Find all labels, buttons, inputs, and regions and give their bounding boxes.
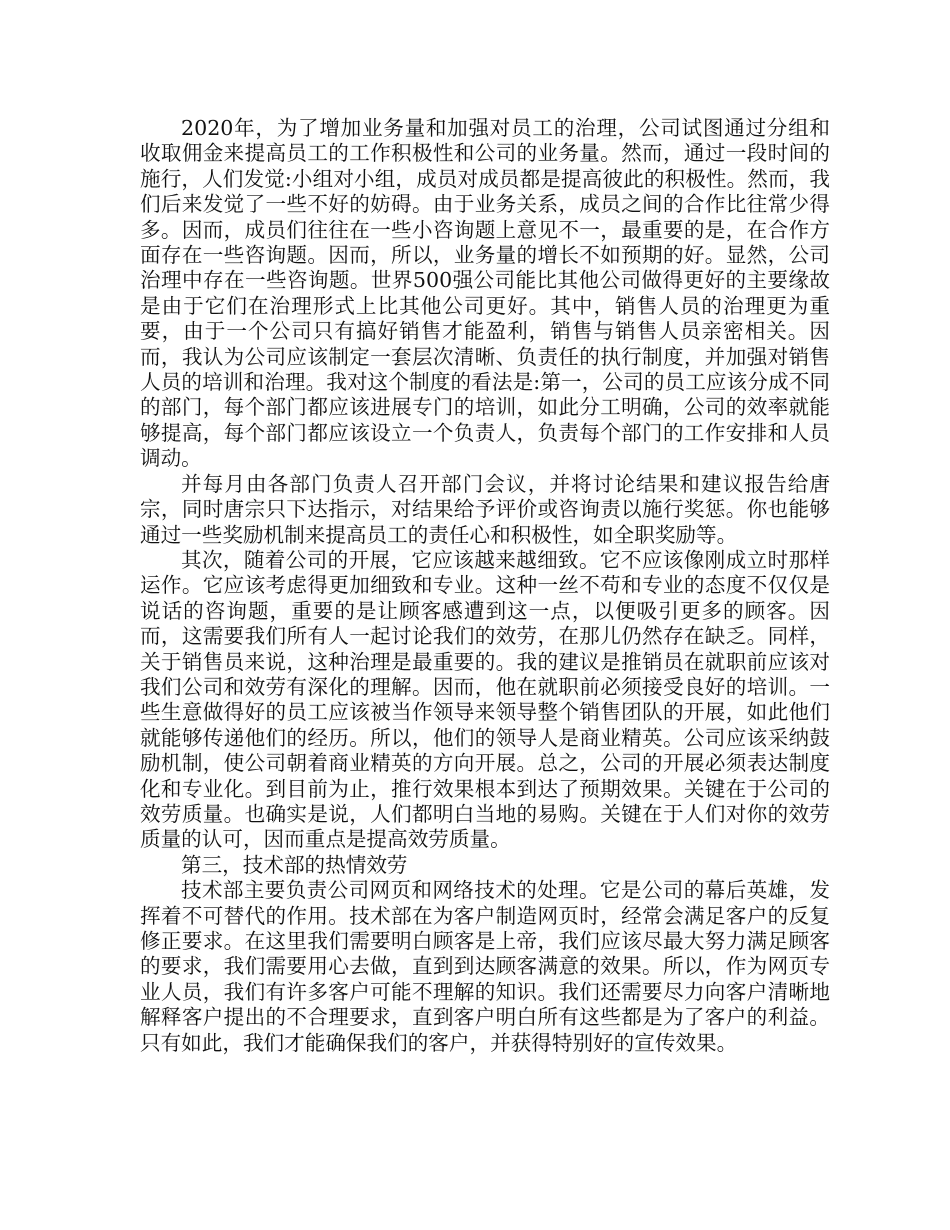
section-heading-tech-department: 第三，技术部的热情效劳 bbox=[181, 852, 408, 877]
paragraph-business-volume: 2020年，为了增加业务量和加强对员工的治理，公司试图通过分组和收取佣金来提高员工的工作积极性和公司的业务量。然而，通过一段时间的施行，人们发觉:小组对小组，成员对成员都是提高彼此的积极性。然而，我们后来发觉了一些不好的妨碍。由于业务关系，成员之间的合作比往常少得多。因而，成员们往往在一些小咨询题上意见不一，最重要的是，在合作方面存在一些咨询题。因而，所以，业务量的增长不如预期的好。显然，公司治理中存在一些咨询题。世界500强公司能比其他公司做得更好的主要缘故是由于它们在治理形式上比其他公司更好。其中，销售人员的治理更为重要，由于一个公司只有搞好销售才能盈利，销售与销售人员亲密相关。因而，我认为公司应该制定一套层次清晰、负责任的执行制度，并加强对销售人员的培训和治理。我对这个制度的看法是:第一，公司的员工应该分成不同的部门，每个部门都应该进展专门的培训，如此分工明确，公司的效率就能够提高，每个部门都应该设立一个负责人，负责每个部门的工作安排和人员调动。 bbox=[140, 116, 830, 471]
paragraph-tech-department: 技术部主要负责公司网页和网络技术的处理。它是公司的幕后英雄，发挥着不可替代的作用。技术部在为客户制造网页时，经常会满足客户的反复修正要求。在这里我们需要明白顾客是上帝，我们应该尽最大努力满足顾客的要求，我们需要用心去做，直到到达顾客满意的效果。所以，作为网页专业人员，我们有许多客户可能不理解的知识。我们还需要尽力向客户清晰地解释客户提出的不合理要求，直到客户明白所有这些都是为了客户的利益。只有如此，我们才能确保我们的客户，并获得特别好的宣传效果。 bbox=[140, 878, 830, 1055]
document-body bbox=[140, 116, 830, 1056]
paragraph-company-development: 其次，随着公司的开展，它应该越来越细致。它不应该像刚成立时那样运作。它应该考虑得更加细致和专业。这种一丝不苟和专业的态度不仅仅是说话的咨询题，重要的是让顾客感遭到这一点，以便吸引更多的顾客。因而，这需要我们所有人一起讨论我们的效劳，在那儿仍然存在缺乏。同样，关于销售员来说，这种治理是最重要的。我的建议是推销员在就职前应该对我们公司和效劳有深化的理解。因而，他在就职前必须接受良好的培训。一些生意做得好的员工应该被当作领导来领导整个销售团队的开展，如此他们就能够传递他们的经历。所以，他们的领导人是商业精英。公司应该采纳鼓励机制，使公司朝着商业精英的方向开展。总之，公司的开展必须表达制度化和专业化。到目前为止，推行效果根本到达了预期效果。关键在于公司的效劳质量。也确实是说，人们都明白当地的易购。关键在于人们对你的效劳质量的认可，因而重点是提高效劳质量。 bbox=[140, 547, 830, 852]
paragraph-department-meetings: 并每月由各部门负责人召开部门会议，并将讨论结果和建议报告给唐宗，同时唐宗只下达指示，对结果给予评价或咨询责以施行奖惩。你也能够通过一些奖励机制来提高员工的责任心和积极性，如全职奖励等。 bbox=[140, 471, 830, 547]
